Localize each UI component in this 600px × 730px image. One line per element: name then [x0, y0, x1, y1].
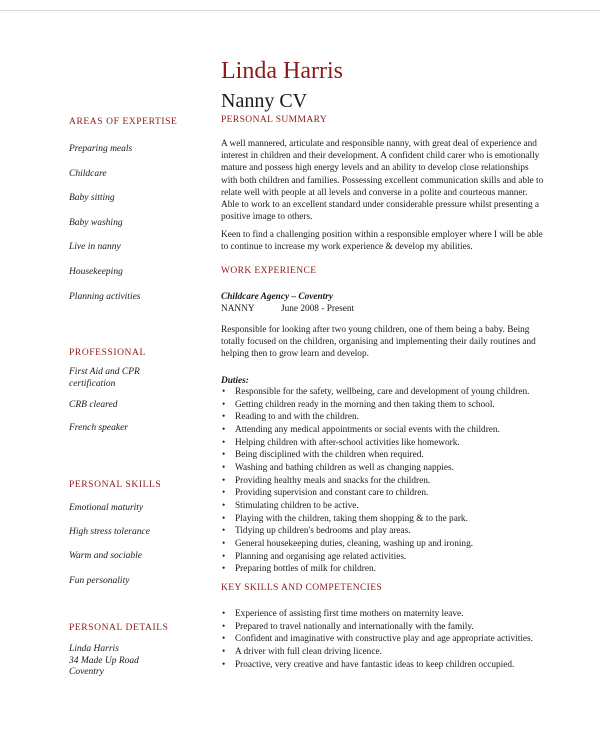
job-title: NANNY — [221, 304, 255, 314]
professional-item: CRB cleared — [69, 400, 118, 410]
personal-skill-item: Fun personality — [69, 576, 130, 586]
duty-item: • Preparing bottles of milk for children. — [221, 563, 551, 576]
professional-item: French speaker — [69, 423, 128, 433]
expertise-item: Planning activities — [69, 292, 141, 302]
duty-item: • Planning and organising age related activities. — [221, 551, 551, 564]
personal-skill-item: Emotional maturity — [69, 503, 144, 513]
skill-item: • A driver with full clean driving licence. — [221, 646, 551, 659]
document-title: Nanny CV — [221, 90, 308, 112]
duty-item: • Playing with the children, taking them shopping & to the park. — [221, 513, 551, 526]
duty-item: • Washing and bathing children as well as changing nappies. — [221, 462, 551, 475]
duty-item: • Getting children ready in the morning and then taking them to school. — [221, 399, 551, 412]
duty-item: • Attending any medical appointments or social events with the children. — [221, 424, 551, 437]
experience-heading: WORK EXPERIENCE — [221, 266, 317, 276]
top-divider — [0, 10, 600, 11]
professional-heading: PROFESSIONAL — [69, 348, 146, 358]
summary-heading: PERSONAL SUMMARY — [221, 115, 328, 125]
duties-list — [221, 386, 551, 576]
duty-item: • Being disciplined with the children when required. — [221, 449, 551, 462]
expertise-item: Baby sitting — [69, 193, 115, 203]
duty-item: • Stimulating children to be active. — [221, 500, 551, 513]
detail-name: Linda Harris — [69, 644, 119, 654]
skill-item: • Proactive, very creative and have fantastic ideas to keep children occupied. — [221, 659, 551, 672]
duty-item: • Reading to and with the children. — [221, 411, 551, 424]
candidate-name: Linda Harris — [221, 58, 343, 84]
duty-item: • Helping children with after-school activities like homework. — [221, 437, 551, 450]
duty-item: • Providing supervision and constant care to children. — [221, 487, 551, 500]
duty-item: • General housekeeping duties, cleaning, washing up and ironing. — [221, 538, 551, 551]
expertise-item: Baby washing — [69, 218, 123, 228]
skills-list — [221, 608, 551, 671]
duty-item: • Responsible for the safety, wellbeing, care and development of young children. — [221, 386, 551, 399]
skill-item: • Confident and imaginative with constructive play and age appropriate activities. — [221, 633, 551, 646]
job-company: Childcare Agency – Coventry — [221, 292, 333, 302]
job-dates: June 2008 - Present — [281, 304, 355, 314]
skill-item: • Experience of assisting first time mothers on maternity leave. — [221, 608, 551, 621]
expertise-item: Live in nanny — [69, 242, 121, 252]
professional-item: First Aid and CPR certification — [69, 367, 140, 389]
duties-label: Duties: — [221, 376, 249, 386]
expertise-heading: AREAS OF EXPERTISE — [69, 117, 178, 127]
skills-heading: KEY SKILLS AND COMPETENCIES — [221, 583, 383, 593]
detail-address: 34 Made Up Road — [69, 656, 139, 666]
detail-city: Coventry — [69, 667, 104, 677]
expertise-item: Housekeeping — [69, 267, 123, 277]
personal-skill-item: High stress tolerance — [69, 527, 150, 537]
personal-skill-item: Warm and sociable — [69, 551, 143, 561]
personal-skills-heading: PERSONAL SKILLS — [69, 480, 162, 490]
job-description: Responsible for looking after two young children, one of them being a baby. Being totally focused on the children, organising and implementing their daily routines and helping then to grow learn and develop. — [221, 325, 536, 360]
personal-details-heading: PERSONAL DETAILS — [69, 623, 169, 633]
duty-item: • Providing healthy meals and snacks for the children. — [221, 475, 551, 488]
expertise-item: Childcare — [69, 169, 107, 179]
skill-item: • Prepared to travel nationally and internationally with the family. — [221, 621, 551, 634]
duty-item: • Tidying up children's bedrooms and play areas. — [221, 525, 551, 538]
summary-goal-paragraph: Keen to find a challenging position within a responsible employer where I will be able to continue to increase my work experience & develop my abilities. — [221, 230, 543, 253]
expertise-item: Preparing meals — [69, 144, 133, 154]
summary-paragraph: A well mannered, articulate and responsible nanny, with great deal of experience and interest in children and their development. A confident child carer who is emotionally mature and possess high energy levels and an ability to develop close relationships with both children and families. Possessing excellent communication skills and able to relate well with people at all levels and converse in a polite and courteous manner. Able to work to an excellent standard under considerable pressure whilst presenting a positive image to others. — [221, 139, 544, 223]
